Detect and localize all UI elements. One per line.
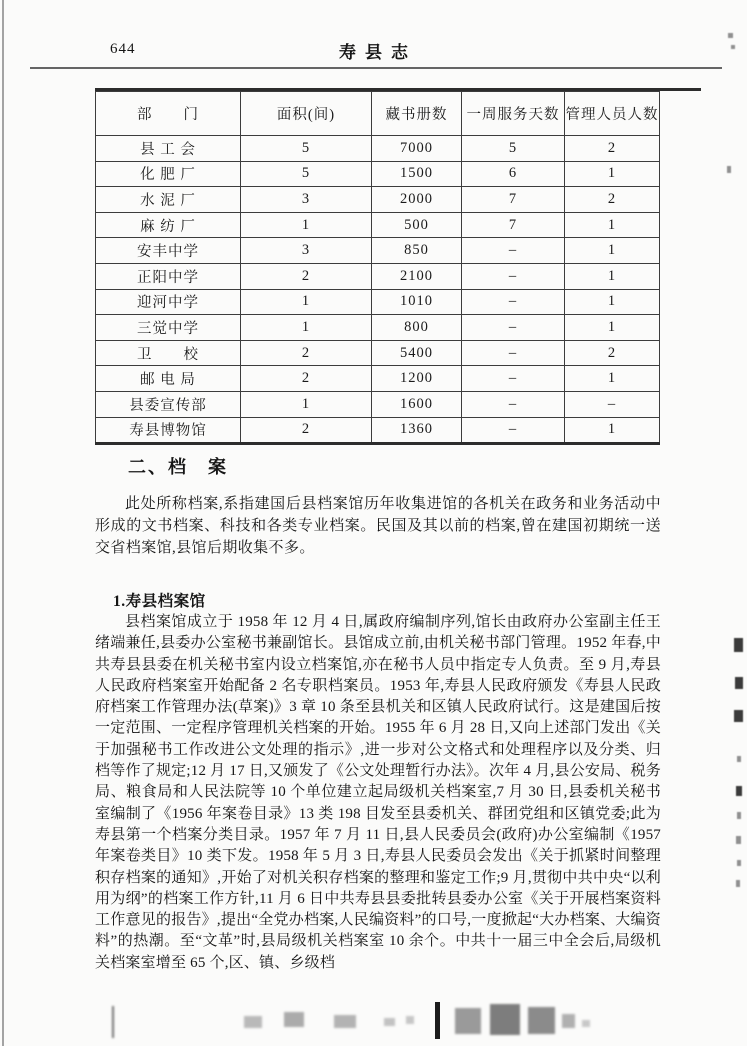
table-body [96, 136, 660, 444]
scan-smudge [735, 677, 743, 689]
table-cell: 2 [565, 187, 660, 213]
table-cell: 1 [565, 315, 660, 341]
table-cell: – [462, 417, 565, 444]
scan-smudge [736, 880, 740, 887]
table-cell: 1 [565, 417, 660, 444]
table-cell: – [462, 289, 565, 315]
table-cell: 1 [565, 263, 660, 289]
table-cell: 7 [462, 212, 565, 238]
table-cell: 2000 [372, 187, 462, 213]
table-row [96, 366, 660, 392]
table-cell: 正阳中学 [96, 263, 241, 289]
table-cell: 寿县博物馆 [96, 417, 241, 444]
scan-smudge [734, 638, 743, 652]
scan-smudge [490, 1004, 520, 1035]
scan-smudge [334, 1015, 356, 1028]
table-cell: 7 [462, 187, 565, 213]
table-cell: 县 工 会 [96, 136, 241, 162]
table-cell: 1 [241, 391, 372, 417]
header-rule [30, 67, 722, 69]
table-cell: 1500 [372, 161, 462, 187]
col-header-area: 面积(间) [241, 92, 372, 136]
scan-smudge [528, 1007, 555, 1034]
table-cell: 500 [372, 212, 462, 238]
library-table-wrap [95, 88, 701, 445]
table-cell: 1 [565, 238, 660, 264]
table-cell: 850 [372, 238, 462, 264]
scan-smudge [562, 1014, 575, 1028]
table-cell: 800 [372, 315, 462, 341]
table-cell: 2 [241, 417, 372, 444]
table-cell: 安丰中学 [96, 238, 241, 264]
table-header [96, 92, 660, 136]
table-cell: 2 [565, 136, 660, 162]
table-cell: 5400 [372, 340, 462, 366]
scan-smudge [406, 1016, 414, 1024]
body-paragraph: 县档案馆成立于 1958 年 12 月 4 日,属政府编制序列,馆长由政府办公室副主任王绪端兼任,县委办公室秘书兼副馆长。县馆成立前,由机关秘书部门管理。1952 年春,中共寿县县委在机关秘书室内设立档案馆,亦在秘书人员中指定专人负责。至 9 月,寿县人民政府档案室开始配备 2 名专职档案员。1953 年,寿县人民政府颁发《寿县人民政府档案工作管理办法(草案)》3 章 10 条至县机关和区镇人民政府试行。这是建国后按一定范围、一定程序管理机关档案的开始。1955 年 6 月 28 日,又向上述部门发出《关于加强秘书工作改进公文处理的指示》,进一步对公文格式和处理程序以及分类、归档等作了规定;12 月 17 日,又颁发了《公文处理暂行办法》。次年 4 月,县公安局、税务局、粮食局和人民法院等 10 个单位建立起局级机关档案室,7 月 30 日,县委机关秘书室编制了《1956 年案卷目录》13 类 198 目发至县委机关、群团党组和区镇党委;此为寿县第一个档案分类目录。1957 年 7 月 11 日,县人民委员会(政府)办公室编制《1957 年案卷类目》10 类下发。1958 年 5 月 3 日,寿县人民委员会发出《关于抓紧时间整理积存档案的通知》,开始了对机关积存档案的整理和鉴定工作;9 月,贯彻中共中央“以利用为纲”的档案工作方针,11 月 6 日中共寿县县委批转县委办公室《关于开展档案资料工作意见的报告》,提出“全党办档案,人民编资料”的口号,一度掀起“大办档案、大编资料”的热潮。至“文革”时,县局级机关档案室 10 余个。中共十一届三中全会后,局级机关档案室增至 65 个,区、镇、乡级档 [95, 614, 661, 971]
scan-smudge [737, 812, 741, 819]
scan-smudge [284, 1012, 304, 1027]
scan-smudge [455, 1008, 481, 1034]
scan-smudge [244, 1016, 262, 1028]
table-row [96, 238, 660, 264]
scan-smudge [384, 1018, 395, 1026]
table-cell: 2 [241, 340, 372, 366]
table-cell: 三觉中学 [96, 315, 241, 341]
table-row [96, 212, 660, 238]
subsection-heading: 1.寿县档案馆 [113, 593, 206, 610]
table-cell: 5 [462, 136, 565, 162]
scan-smudge [435, 1002, 440, 1039]
scan-smudge [737, 756, 741, 762]
table-cell: 迎河中学 [96, 289, 241, 315]
table-cell: 5 [241, 136, 372, 162]
scan-smudge [734, 710, 743, 722]
table-cell: 1 [241, 289, 372, 315]
table-row [96, 315, 660, 341]
table-cell: 2 [565, 340, 660, 366]
table-row [96, 417, 660, 444]
table-row [96, 187, 660, 213]
table-cell: 2100 [372, 263, 462, 289]
table-cell: 1 [565, 212, 660, 238]
scan-edge-line [2, 0, 4, 1046]
table-cell: 邮 电 局 [96, 366, 241, 392]
table-cell: – [462, 366, 565, 392]
table-cell: 7000 [372, 136, 462, 162]
table-cell: 6 [462, 161, 565, 187]
intro-paragraph: 此处所称档案,系指建国后县档案馆历年收集进馆的各机关在政务和业务活动中形成的文书档案、科技和各类专业档案。民国及其以前的档案,曾在建国初期统一送交省档案馆,县馆后期收集不多。 [95, 496, 661, 556]
table-cell: – [462, 340, 565, 366]
table-cell: 1 [565, 366, 660, 392]
table-cell: 2 [241, 366, 372, 392]
scan-smudge [737, 860, 741, 866]
table-cell: 1600 [372, 391, 462, 417]
table-cell: – [565, 391, 660, 417]
table-row [96, 391, 660, 417]
table-cell: 3 [241, 238, 372, 264]
table-cell: 5 [241, 161, 372, 187]
book-title: 寿县志 [339, 43, 417, 62]
section-heading: 二、档 案 [128, 457, 228, 477]
scan-smudge [736, 836, 741, 844]
table-cell: 1 [241, 315, 372, 341]
table-cell: 麻 纺 厂 [96, 212, 241, 238]
table-row [96, 161, 660, 187]
table-cell: – [462, 391, 565, 417]
table-cell: 1 [241, 212, 372, 238]
table-cell: 1360 [372, 417, 462, 444]
table-cell: 水 泥 厂 [96, 187, 241, 213]
table-cell: – [462, 238, 565, 264]
scan-smudge [728, 33, 733, 38]
table-cell: 3 [241, 187, 372, 213]
table-row [96, 136, 660, 162]
table-cell: 1 [565, 161, 660, 187]
scan-smudge [112, 1006, 114, 1038]
scan-smudge [731, 45, 735, 49]
table-row [96, 289, 660, 315]
table-cell: – [462, 315, 565, 341]
table-cell: – [462, 263, 565, 289]
table-row [96, 340, 660, 366]
col-header-service-days: 一周服务天数 [462, 92, 565, 136]
page-number: 644 [110, 41, 136, 57]
table-cell: 1200 [372, 366, 462, 392]
scan-smudge [736, 786, 742, 796]
table-cell: 卫 校 [96, 340, 241, 366]
table-header-row [96, 92, 660, 136]
col-header-staff: 管理人员人数 [565, 92, 660, 136]
col-header-department: 部 门 [96, 92, 241, 136]
table-row [96, 263, 660, 289]
scan-smudge [582, 1020, 590, 1027]
scan-smudge [727, 166, 731, 173]
table-cell: 1 [565, 289, 660, 315]
table-cell: 2 [241, 263, 372, 289]
table-cell: 县委宣传部 [96, 391, 241, 417]
library-statistics-table [95, 91, 660, 445]
table-cell: 化 肥 厂 [96, 161, 241, 187]
col-header-volumes: 藏书册数 [372, 92, 462, 136]
table-cell: 1010 [372, 289, 462, 315]
